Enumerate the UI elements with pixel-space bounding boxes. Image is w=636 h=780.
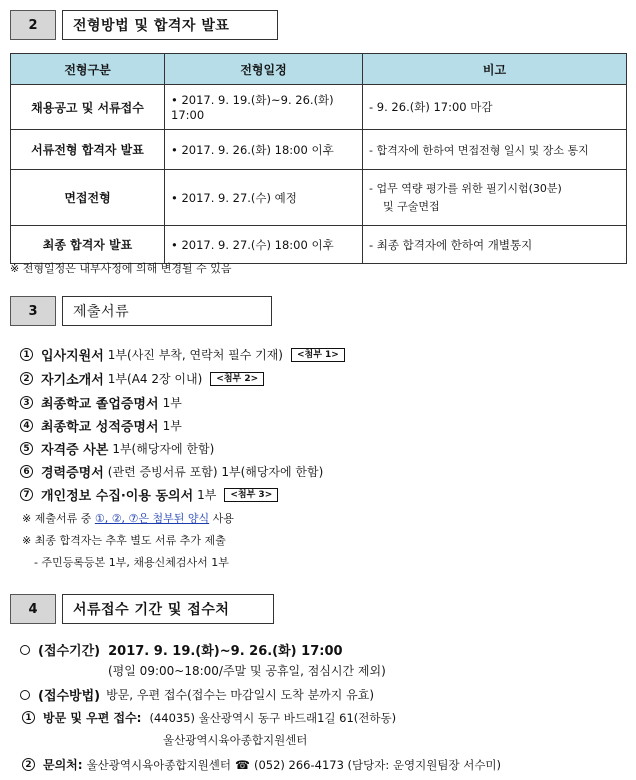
doc-note-prefix: ※ 제출서류 중 [22,512,95,525]
table-header-row [11,54,627,85]
table-row [11,226,627,264]
number-circle: 1 [20,348,33,361]
number-circle: 6 [20,465,33,478]
note-line: - 업무 역량 평가를 위한 필기시험(30분) [369,181,562,195]
stage-cell: 면접전형 [11,170,165,226]
section-number: 2 [10,10,56,40]
contact-label: 문의처: [43,758,83,772]
period-value: 2017. 9. 19.(화)~9. 26.(화) 17:00 [108,644,343,659]
date-cell: • 2017. 9. 27.(수) 예정 [165,170,363,226]
attachment-tag: <첨부 2> [210,372,264,386]
number-circle: 5 [20,442,33,455]
table-row [11,85,627,130]
section-4-header [10,594,274,624]
doc-note [22,510,234,526]
method-line [20,685,374,704]
note-cell [363,170,627,226]
visit-address-2: 울산광역시육아종합지원센터 [163,733,308,747]
note-cell: - 최종 합격자에 한하여 개별통지 [363,226,627,264]
column-header: 비고 [363,54,627,85]
doc-name: 최종학교 성적증명서 [41,420,159,435]
number-circle: 3 [20,396,33,409]
doc-desc: 1부(해당자에 한함) [112,442,215,456]
doc-name: 개인정보 수집·이용 동의서 [41,489,194,504]
attachment-tag: <첨부 1> [291,348,345,362]
section-3-header [10,296,272,326]
period-label: (접수기간) [38,644,101,659]
doc-name: 입사지원서 [41,349,104,364]
bullet-icon [20,690,30,700]
doc-name: 자기소개서 [41,373,104,388]
doc-desc: 1부 [197,488,217,502]
contact-line [22,756,501,773]
number-circle: 1 [22,711,35,724]
visit-line [22,709,396,726]
number-circle: 7 [20,488,33,501]
date-cell: • 2017. 9. 26.(화) 18:00 이후 [165,130,363,170]
period-line [20,640,347,659]
contact-org: 울산광역시육아종합지원센터 [86,757,231,772]
doc-desc: 1부(사진 부착, 연락처 필수 기재) [107,348,283,362]
column-header: 전형구분 [11,54,165,85]
doc-item [20,416,182,435]
section-title: 서류접수 기간 및 접수처 [62,594,274,624]
table-row [11,170,627,226]
stage-cell: 최종 합격자 발표 [11,226,165,264]
note-line: 및 구술면접 [383,199,440,213]
number-circle: 2 [20,372,33,385]
section-title: 전형방법 및 합격자 발표 [62,10,278,40]
method-label: (접수방법) [38,689,101,704]
period-sub: (평일 09:00~18:00/주말 및 공휴일, 점심시간 제외) [108,664,386,678]
date-cell: • 2017. 9. 19.(화)~9. 26.(화) 17:00 [165,85,363,130]
doc-name: 경력증명서 [41,466,104,481]
attachment-tag: <첨부 3> [224,488,278,502]
doc-item [20,439,214,458]
doc-item [20,485,278,504]
doc-name: 최종학교 졸업증명서 [41,397,159,412]
bullet-icon [20,645,30,655]
column-header: 전형일정 [165,54,363,85]
doc-note-suffix: 사용 [209,512,234,525]
schedule-table [10,53,627,264]
doc-item [20,393,182,412]
section-title: 제출서류 [62,296,272,326]
method-value: 방문, 우편 접수(접수는 마감일시 도착 분까지 유효) [106,688,375,702]
note-cell: - 9. 26.(화) 17:00 마감 [363,85,627,130]
stage-cell: 채용공고 및 서류접수 [11,85,165,130]
doc-note: - 주민등록등본 1부, 채용신체검사서 1부 [34,556,229,569]
doc-note: ※ 최종 합격자는 추후 별도 서류 추가 제출 [22,534,226,547]
note-cell: - 합격자에 한하여 면접전형 일시 및 장소 통지 [363,130,627,170]
doc-item [20,462,323,481]
phone-icon: ☎ [235,757,250,772]
number-circle: 4 [20,419,33,432]
attached-forms-link: ①, ②, ⑦은 첨부된 양식 [94,512,210,525]
doc-item [20,345,345,364]
doc-desc: (관련 증빙서류 포함) 1부(해당자에 한함) [107,465,324,479]
stage-cell: 서류전형 합격자 발표 [11,130,165,170]
section-2-header [10,10,278,40]
section-number: 4 [10,594,56,624]
visit-address: (44035) 울산광역시 동구 바드래1길 61(전하동) [149,710,397,725]
doc-desc: 1부(A4 2장 이내) [107,372,203,386]
doc-desc: 1부 [162,396,182,410]
doc-desc: 1부 [162,419,182,433]
doc-name: 자격증 사본 [41,443,109,458]
visit-label: 방문 및 우편 접수: [43,711,142,725]
doc-item [20,369,264,388]
date-cell: • 2017. 9. 27.(수) 18:00 이후 [165,226,363,264]
number-circle: 2 [22,758,35,771]
contact-phone: (052) 266-4173 (담당자: 운영지원팀장 서수미) [253,757,502,772]
table-row [11,130,627,170]
section-number: 3 [10,296,56,326]
schedule-note: ※ 전형일정은 내부사정에 의해 변경될 수 있음 [10,262,232,275]
